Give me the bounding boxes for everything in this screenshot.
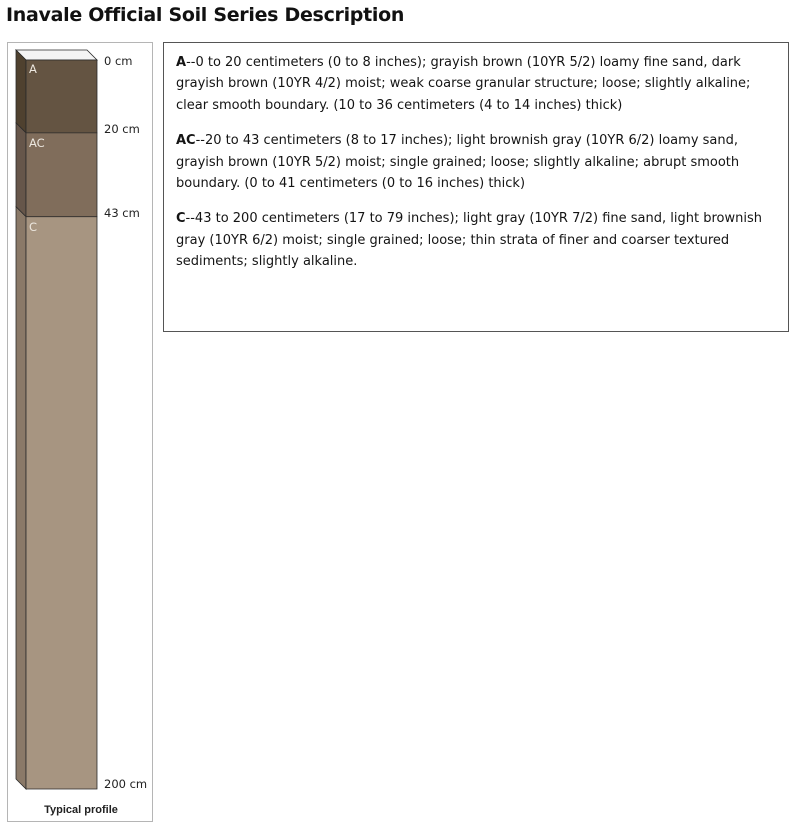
depth-label-200: 200 cm	[104, 777, 148, 791]
depth-label-43: 43 cm	[104, 206, 140, 220]
horizon-text-a: --0 to 20 centimeters (0 to 8 inches); grayish brown (10YR 5/2) loamy fine sand, dark grayish brown (10YR 4/2) moist; weak coarse granular structure; loose; slightly alkaline; clear smooth boundary. (10 to 36 centimeters (4 to 14 inches) thick)	[176, 55, 751, 113]
depth-label-0: 0 cm	[104, 54, 133, 68]
horizon-side-ac	[16, 123, 26, 217]
horizon-label-ac: AC	[29, 136, 45, 150]
horizon-label-a: A	[29, 62, 37, 76]
horizon-band-c	[26, 217, 97, 789]
depth-label-20: 20 cm	[104, 122, 140, 136]
horizon-text-ac: --20 to 43 centimeters (8 to 17 inches); light brownish gray (10YR 6/2) loamy sand, grayish brown (10YR 5/2) moist; single grained; loose; slightly alkaline; abrupt smooth boundary. (0 to 41 centimeters (0 to 16 inches) thick)	[176, 133, 740, 192]
horizon-code-ac: AC	[176, 133, 196, 149]
horizon-side-c	[16, 207, 26, 789]
horizon-description-c	[176, 208, 778, 272]
profile-caption: Typical profile	[44, 804, 118, 816]
horizon-text-c: --43 to 200 centimeters (17 to 79 inches); light gray (10YR 7/2) fine sand, light brownish gray (10YR 6/2) moist; single grained; loose; thin strata of finer and coarser textured sediments; slightly alkaline.	[176, 211, 762, 270]
horizon-side-a	[16, 50, 26, 133]
page-title: Inavale Official Soil Series Description	[6, 4, 405, 26]
soil-profile-panel	[7, 42, 153, 822]
soil-profile-diagram	[8, 43, 152, 821]
horizon-description-ac	[176, 130, 778, 194]
horizon-label-c: C	[29, 220, 38, 234]
horizon-description-a	[176, 52, 778, 116]
horizon-code-a: A	[176, 55, 187, 70]
horizon-descriptions	[163, 42, 789, 332]
horizon-code-c: C	[176, 211, 186, 227]
profile-top-face	[16, 50, 97, 60]
